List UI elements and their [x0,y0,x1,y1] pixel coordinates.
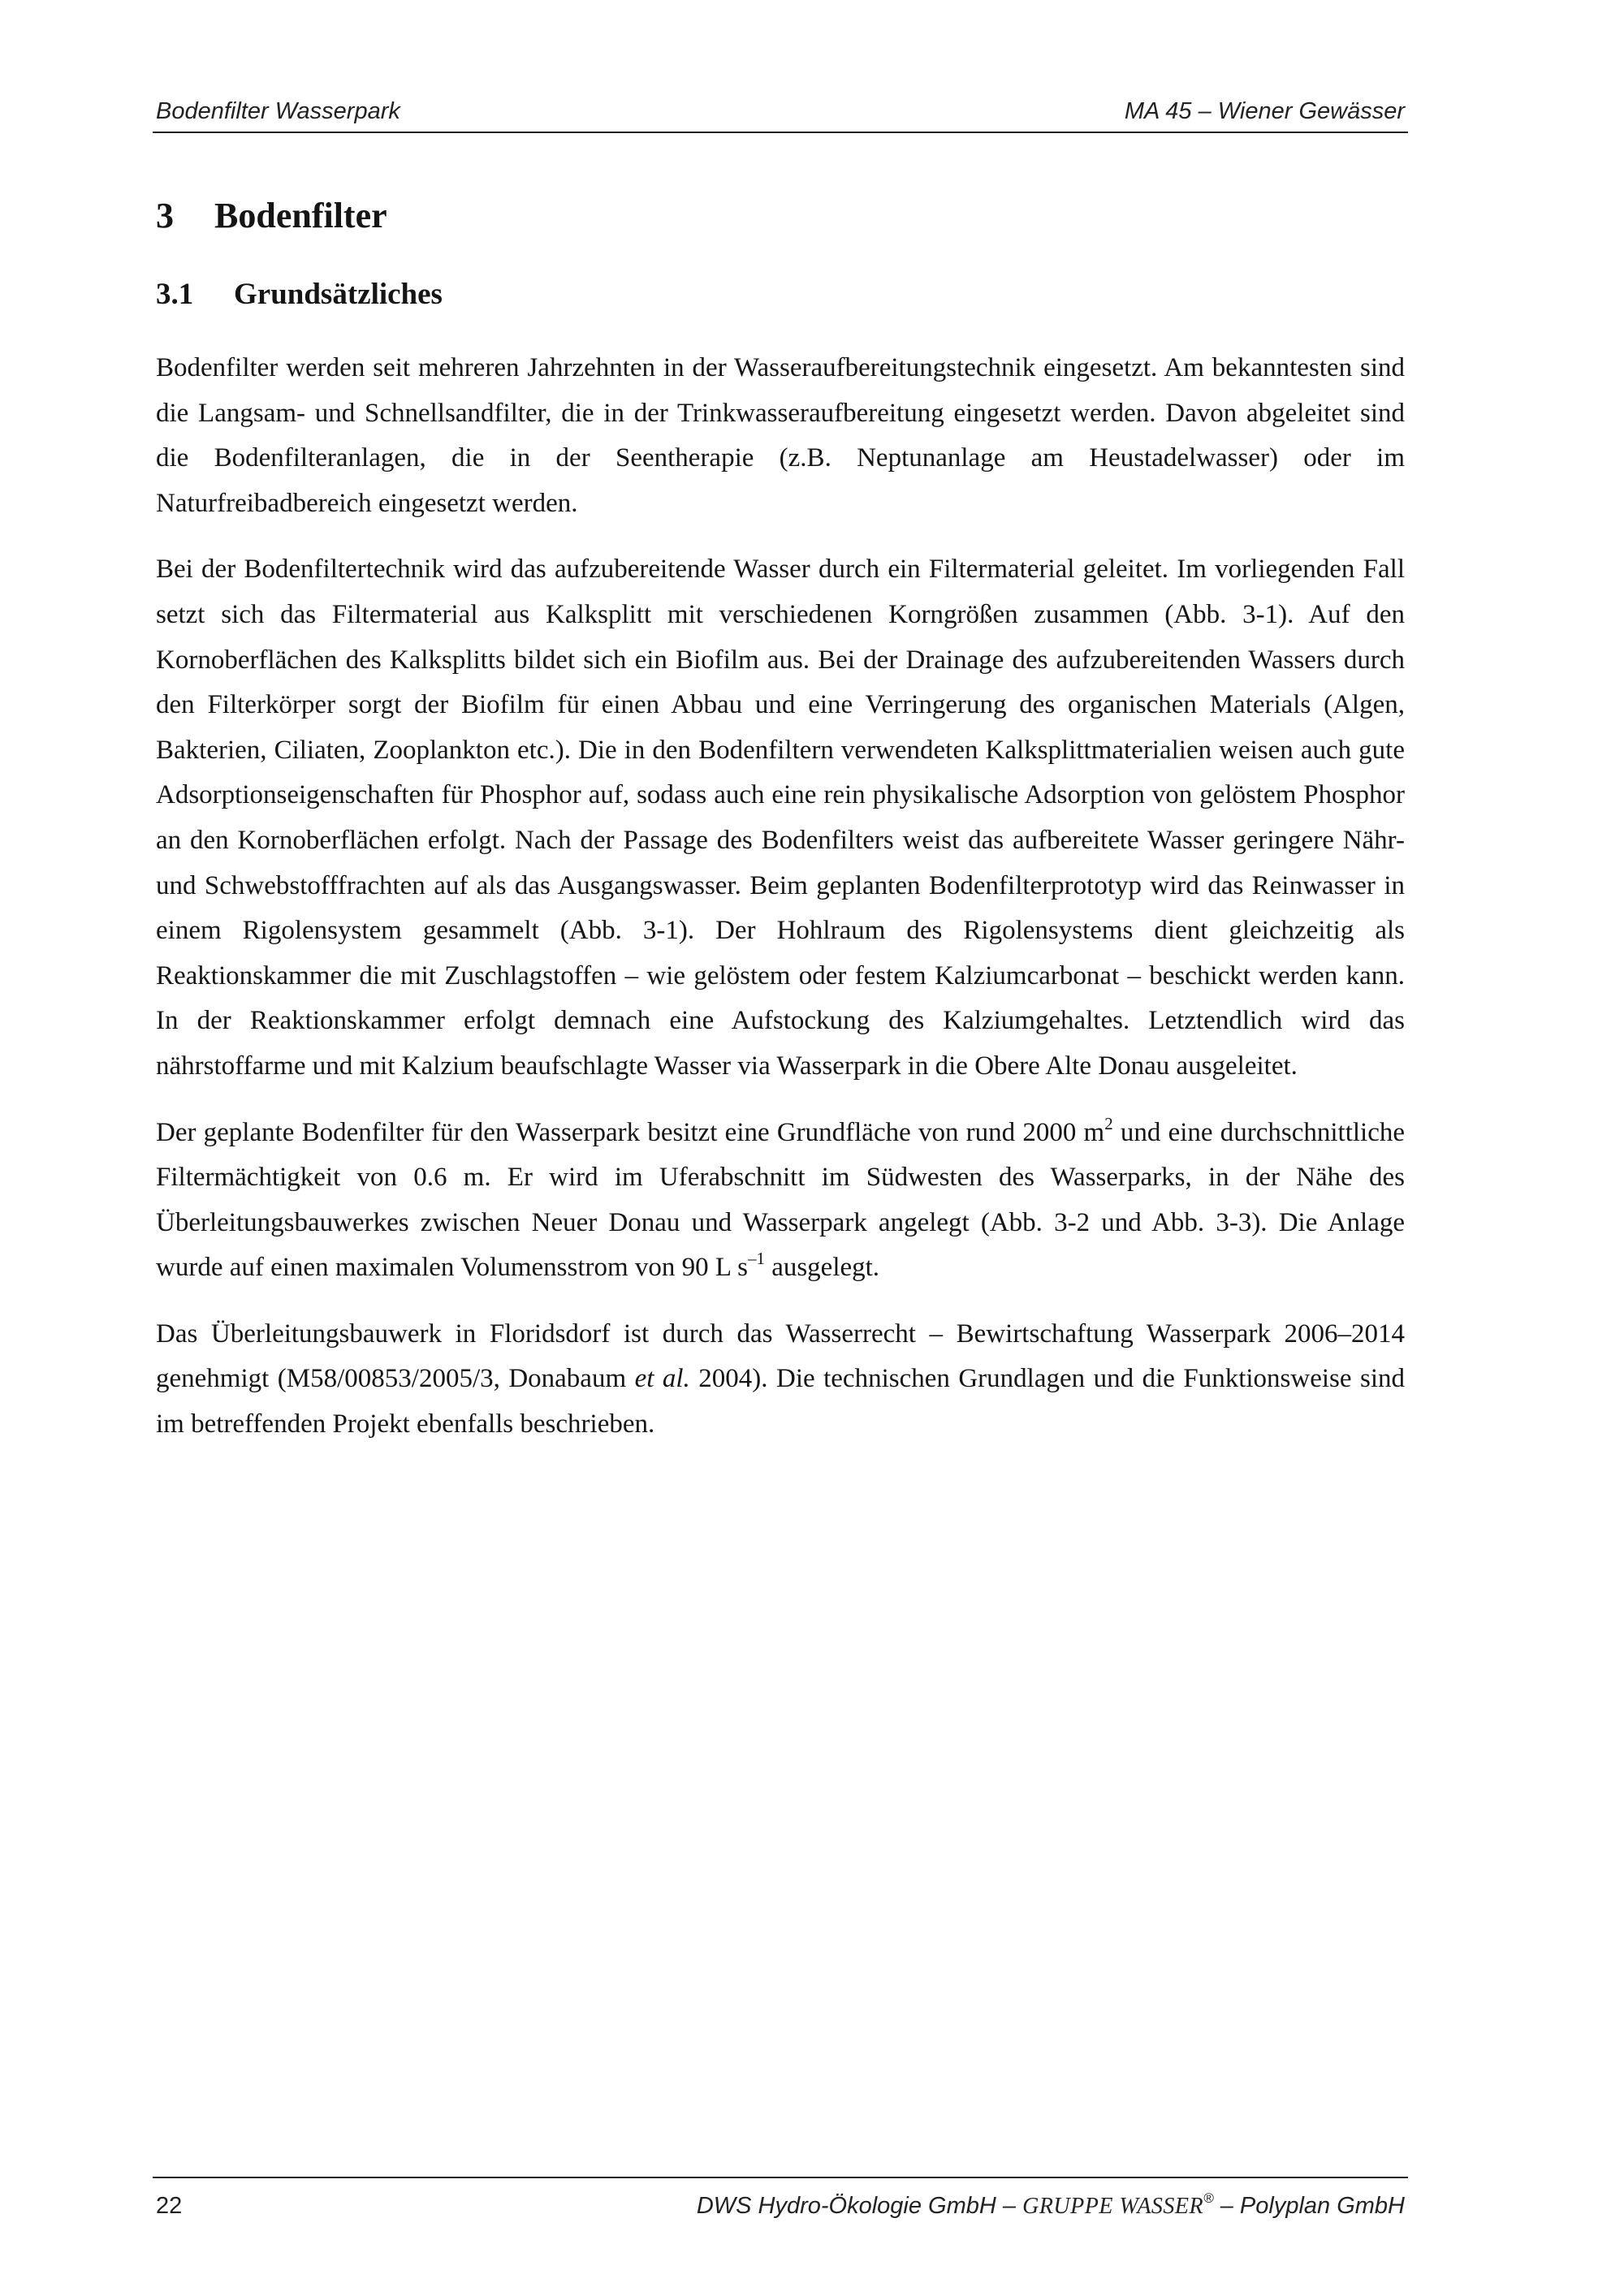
footer-credit [696,2190,1405,2220]
superscript-squared: 2 [1104,1113,1113,1133]
header-client: MA 45 – Wiener Gewässer [1124,98,1405,124]
paragraph-3 [156,1111,1405,1291]
page-footer [153,2177,1408,2227]
section-heading [156,192,1405,240]
paragraph-2: Bei der Bodenfiltertechnik wird das aufzubereitende Wasser durch ein Filtermaterial geleitet. Im vorliegenden Fall setzt sich das Filtermaterial aus Kalksplitt mit verschiedenen Korngrößen zusammen (Abb. 3-1). Auf den Kornoberflächen des Kalksplitts bildet sich ein Biofilm aus. Bei der Drainage des aufzubereitenden Wassers durch den Filterkörper sorgt der Biofilm für einen Abbau und eine Verringerung des organischen Materials (Algen, Bakterien, Ciliaten, Zooplankton etc.). Die in den Bodenfiltern verwendeten Kalksplittmaterialien weisen auch gute Adsorptionseigenschaften für Phosphor auf, sodass auch eine rein physikalische Adsorption von gelöstem Phosphor an den Kornoberflächen erfolgt. Nach der Passage des Bodenfilters weist das aufbereitete Wasser geringere Nähr- und Schwebstofffrachten auf als das Ausgangswasser. Beim geplanten Bodenfilterprototyp wird das Reinwasser in einem Rigolensystem gesammelt (Abb. 3-1). Der Hohlraum des Rigolensystems dient gleichzeitig als Reaktionskammer die mit Zuschlagstoffen – wie gelöstem oder festem Kalziumcarbonat – beschickt werden kann. In der Reaktionskammer erfolgt demnach eine Aufstockung des Kalziumgehaltes. Letztendlich wird das nährstoffarme und mit Kalzium beaufschlagte Wasser via Wasserpark in die Obere Alte Donau ausgeleitet. [156,555,1405,1081]
paragraph-4-text-a: Das Überleitungsbauwerk in Floridsdorf ist durch das Wasserrecht – Bewirtschaftung Wasserpark 2006–2014 genehmigt (M58/00853/2005/3, Donabaum [156,1318,1405,1394]
page-number: 22 [156,2193,183,2219]
paragraph-4 [156,1312,1405,1448]
paragraph-3-text-c: ausgelegt. [764,1253,880,1283]
paragraph-3-text-b: und eine durchschnittliche Filtermächtigkeit von 0.6 m. Er wird im Uferabschnitt im Südwesten des Wasserparks, in der Nähe des Überleitungsbauwerkes zwischen Neuer Donau und Wasserpark angelegt (Abb. 3-2 und Abb. 3-3). Die Anlage wurde auf einen maximalen Volumensstrom von 90 L s [156,1117,1405,1283]
page-header [153,96,1408,133]
registered-mark: ® [1203,2190,1214,2206]
subsection-heading [156,274,1405,315]
superscript-inverse: –1 [747,1249,765,1269]
footer-group-name: GRUPPE WASSER [1022,2194,1204,2219]
section-title: Bodenfilter [214,196,387,235]
paragraph-3-text-a: Der geplante Bodenfilter für den Wasserpark besitzt eine Grundfläche von rund 2000 m [156,1117,1105,1147]
main-content [156,192,1405,1469]
footer-credit-a: DWS Hydro-Ökologie GmbH – [696,2193,1023,2219]
citation-et-al: et al. [634,1364,690,1394]
paragraph-4-text-b: 2004). Die technischen Grundlagen und die Funktionsweise sind im betreffenden Projekt ebenfalls beschrieben. [156,1364,1406,1439]
paragraph-1: Bodenfilter werden seit mehreren Jahrzehnten in der Wasseraufbereitungstechnik eingesetzt. Am bekanntesten sind die Langsam- und Schnellsandfilter, die in der Trinkwasseraufbereitung eingesetzt werden. Davon abgeleitet sind die Bodenfilteranlagen, die in der Seentherapie (z.B. Neptunanlage am Heustadelwasser) oder im Naturfreibadbereich eingesetzt werden. [156,353,1405,518]
section-number: 3 [156,196,174,235]
header-document-title: Bodenfilter Wasserpark [156,98,400,124]
subsection-title: Grundsätzliches [234,278,443,311]
footer-credit-b: – Polyplan GmbH [1213,2193,1405,2219]
subsection-number: 3.1 [156,278,194,311]
